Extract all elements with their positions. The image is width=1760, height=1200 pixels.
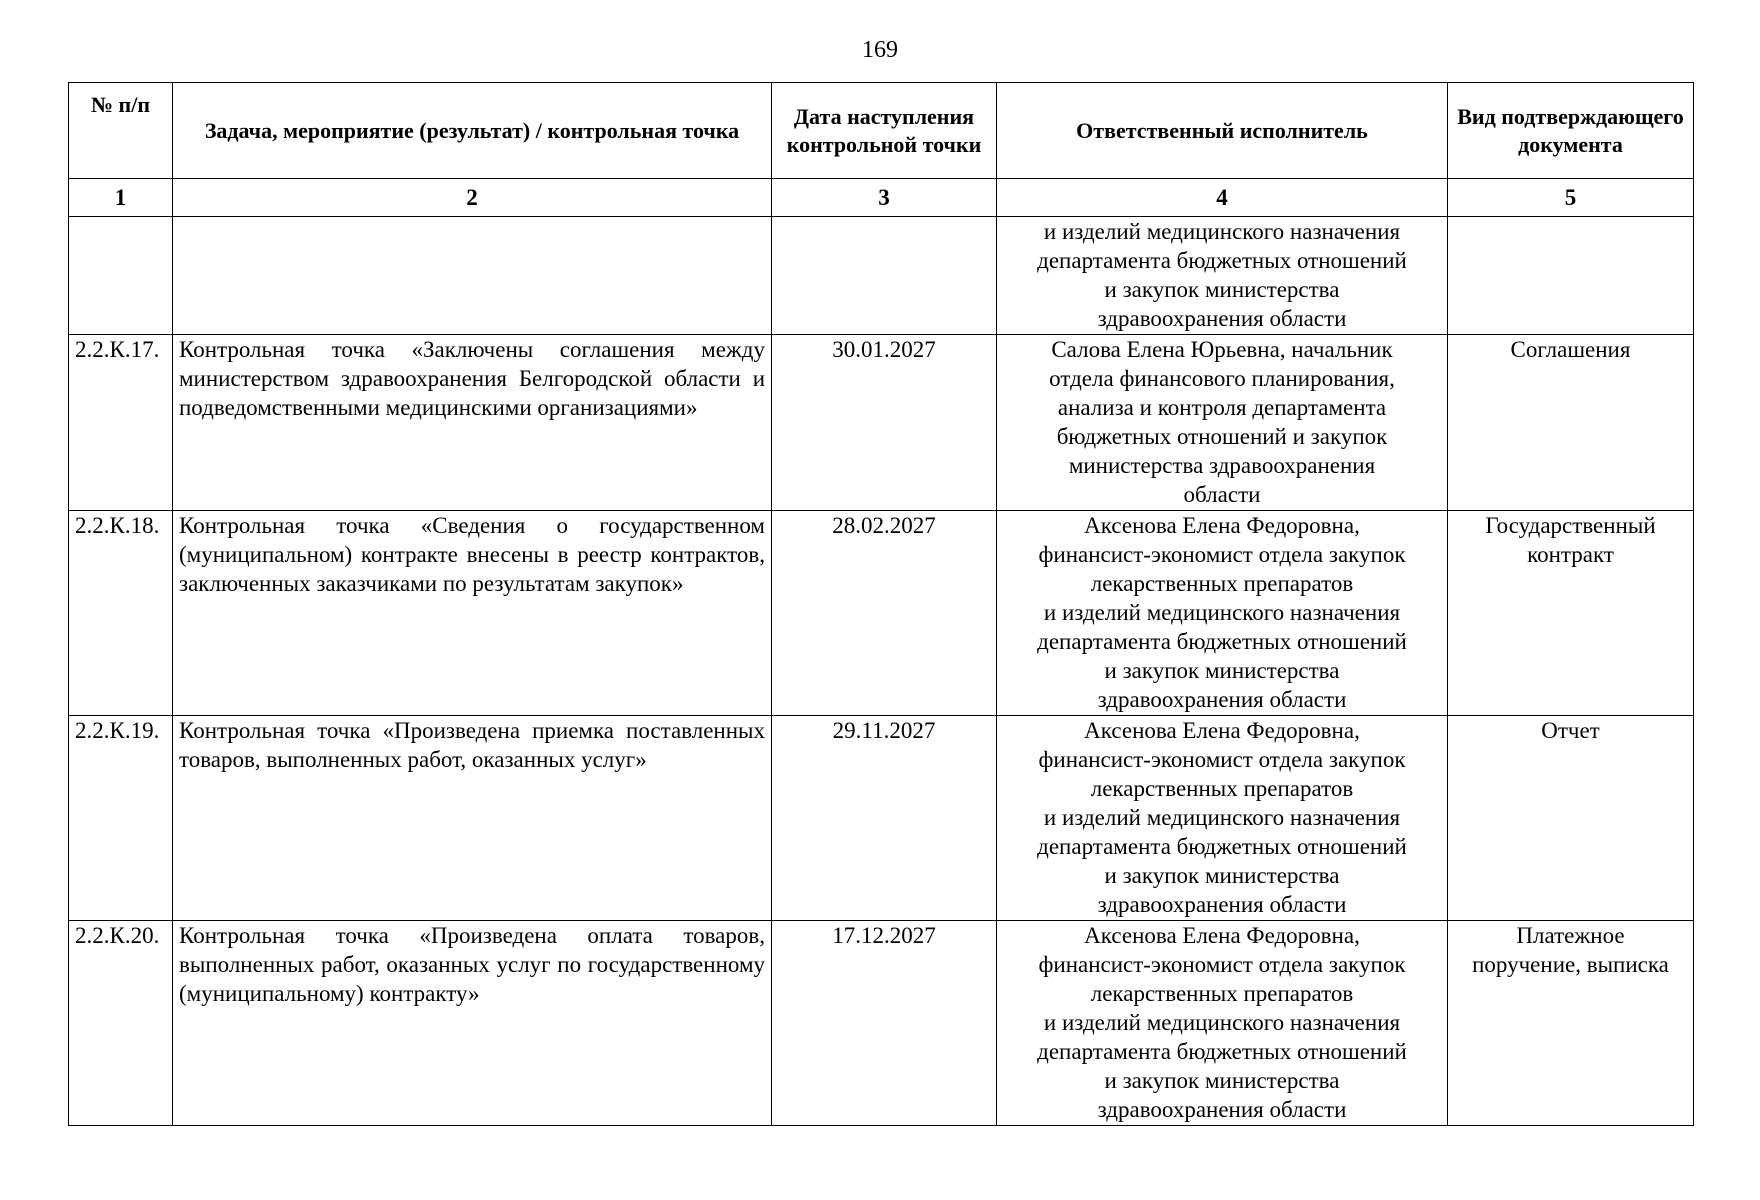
- row-date: 17.12.2027: [772, 921, 997, 1126]
- header-responsible: Ответственный исполнитель: [997, 83, 1448, 179]
- row-responsible: Аксенова Елена Федоровна, финансист-экономист отдела закупок лекарственных препаратов и изделий медицинского назначения департамента бюджетных отношений и закупок министерства здравоохранения области: [997, 921, 1448, 1126]
- header-doc-type: Вид подтверждающего документа: [1448, 83, 1694, 179]
- row-task: Контрольная точка «Сведения о государственном (муниципальном) контракте внесены в реестр контрактов, заключенных заказчиками по результатам закупок»: [173, 511, 772, 716]
- table-row: [69, 921, 1694, 1126]
- header-num: № п/п: [69, 83, 173, 179]
- row-doc-type: Платежное поручение, выписка: [1448, 921, 1694, 1126]
- page-number: 169: [862, 37, 898, 63]
- row-number: 2.2.К.20.: [69, 921, 173, 1126]
- column-numbers-row: [69, 179, 1694, 217]
- row-task: Контрольная точка «Произведена оплата товаров, выполненных работ, оказанных услуг по государственному (муниципальному) контракту»: [173, 921, 772, 1126]
- row-date: 30.01.2027: [772, 335, 997, 511]
- row-doc-type: Государственный контракт: [1448, 511, 1694, 716]
- row-date: [772, 217, 997, 335]
- column-number: 3: [772, 179, 997, 217]
- row-number: 2.2.К.18.: [69, 511, 173, 716]
- column-number: 2: [173, 179, 772, 217]
- table-header-row: [69, 83, 1694, 179]
- row-task: [173, 217, 772, 335]
- row-number: [69, 217, 173, 335]
- row-date: 28.02.2027: [772, 511, 997, 716]
- row-responsible: Аксенова Елена Федоровна, финансист-экономист отдела закупок лекарственных препаратов и изделий медицинского назначения департамента бюджетных отношений и закупок министерства здравоохранения области: [997, 511, 1448, 716]
- row-date: 29.11.2027: [772, 716, 997, 921]
- row-number: 2.2.К.19.: [69, 716, 173, 921]
- header-task: Задача, мероприятие (результат) / контрольная точка: [173, 83, 772, 179]
- row-task: Контрольная точка «Заключены соглашения между министерством здравоохранения Белгородской области и подведомственными медицинскими организациями»: [173, 335, 772, 511]
- column-number: 1: [69, 179, 173, 217]
- column-number: 5: [1448, 179, 1694, 217]
- table-row: [69, 217, 1694, 335]
- control-points-table: [68, 82, 1694, 1126]
- row-number: 2.2.К.17.: [69, 335, 173, 511]
- table-row: [69, 335, 1694, 511]
- row-doc-type: Отчет: [1448, 716, 1694, 921]
- row-doc-type: Соглашения: [1448, 335, 1694, 511]
- table-row: [69, 716, 1694, 921]
- row-responsible: Аксенова Елена Федоровна, финансист-экономист отдела закупок лекарственных препаратов и изделий медицинского назначения департамента бюджетных отношений и закупок министерства здравоохранения области: [997, 716, 1448, 921]
- table-row: [69, 511, 1694, 716]
- row-task: Контрольная точка «Произведена приемка поставленных товаров, выполненных работ, оказанных услуг»: [173, 716, 772, 921]
- row-responsible: Салова Елена Юрьевна, начальник отдела финансового планирования, анализа и контроля департамента бюджетных отношений и закупок министерства здравоохранения области: [997, 335, 1448, 511]
- row-doc-type: [1448, 217, 1694, 335]
- row-responsible: и изделий медицинского назначения департамента бюджетных отношений и закупок министерства здравоохранения области: [997, 217, 1448, 335]
- column-number: 4: [997, 179, 1448, 217]
- header-date: Дата наступления контрольной точки: [772, 83, 997, 179]
